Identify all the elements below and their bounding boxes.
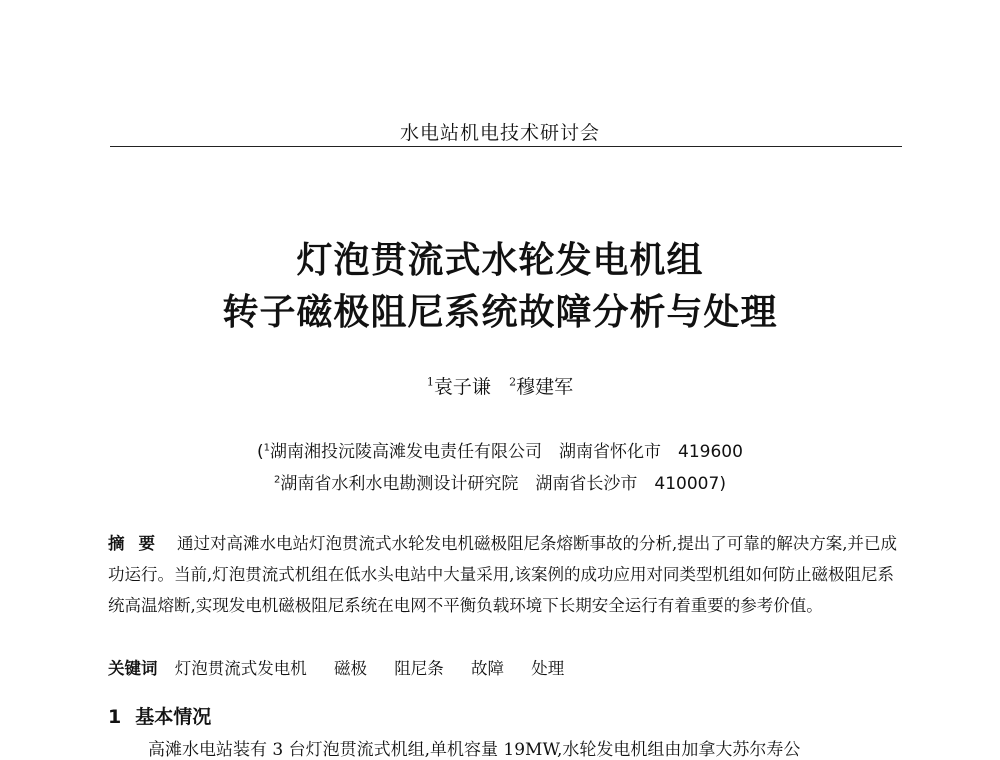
affiliation-2 (0, 469, 1000, 494)
keywords (108, 655, 898, 679)
affiliation-1 (0, 437, 1000, 462)
abstract-text: 通过对高滩水电站灯泡贯流式水轮发电机磁极阻尼条熔断事故的分析,提出了可靠的解决方案,并已成功运行。当前,灯泡贯流式机组在低水头电站中大量采用,该案例的成功应用对同类型机组如何防止磁极阻尼系统高温熔断,实现发电机磁极阻尼系统在电网不平衡负载环境下长期安全运行有着重要的参考价值。 (108, 534, 897, 615)
keywords-label: 关键词 (108, 659, 158, 678)
section-body-text: 高滩水电站装有 3 台灯泡贯流式机组,单机容量 19MW,水轮发电机组由加拿大苏尔寿公 (148, 740, 801, 760)
abstract (108, 528, 898, 621)
keyword-item: 故障 (471, 659, 504, 678)
section-heading (108, 702, 211, 729)
author-1-name: 袁子谦 (433, 376, 491, 398)
section-title: 基本情况 (135, 706, 212, 728)
keyword-item: 灯泡贯流式发电机 (174, 659, 307, 678)
author-1-sup: 1 (426, 375, 434, 389)
author-list (0, 372, 1000, 399)
header-rule (110, 146, 902, 147)
keyword-item: 阻尼条 (394, 659, 444, 678)
running-header: 水电站机电技术研讨会 (399, 122, 600, 144)
author-2-name: 穆建军 (516, 376, 574, 398)
affiliation-1-sup: 1 (263, 442, 271, 454)
paper-title-line-2: 转子磁极阻尼系统故障分析与处理 (222, 291, 778, 333)
affiliation-1-prefix: ( (257, 442, 264, 462)
affiliation-2-text: 湖南省水利水电勘测设计研究院 湖南省长沙市 410007) (280, 474, 726, 494)
keyword-item: 磁极 (334, 659, 367, 678)
author-2-sup: 2 (509, 375, 517, 389)
paper-title-line-1: 灯泡贯流式水轮发电机组 (296, 239, 704, 281)
section-number: 1 (108, 706, 122, 728)
abstract-label: 摘要 (108, 534, 169, 553)
keyword-item: 处理 (531, 659, 565, 678)
affiliation-1-text: 湖南湘投沅陵高滩发电责任有限公司 湖南省怀化市 419600 (270, 442, 743, 462)
affiliation-2-sup: 2 (274, 474, 281, 486)
